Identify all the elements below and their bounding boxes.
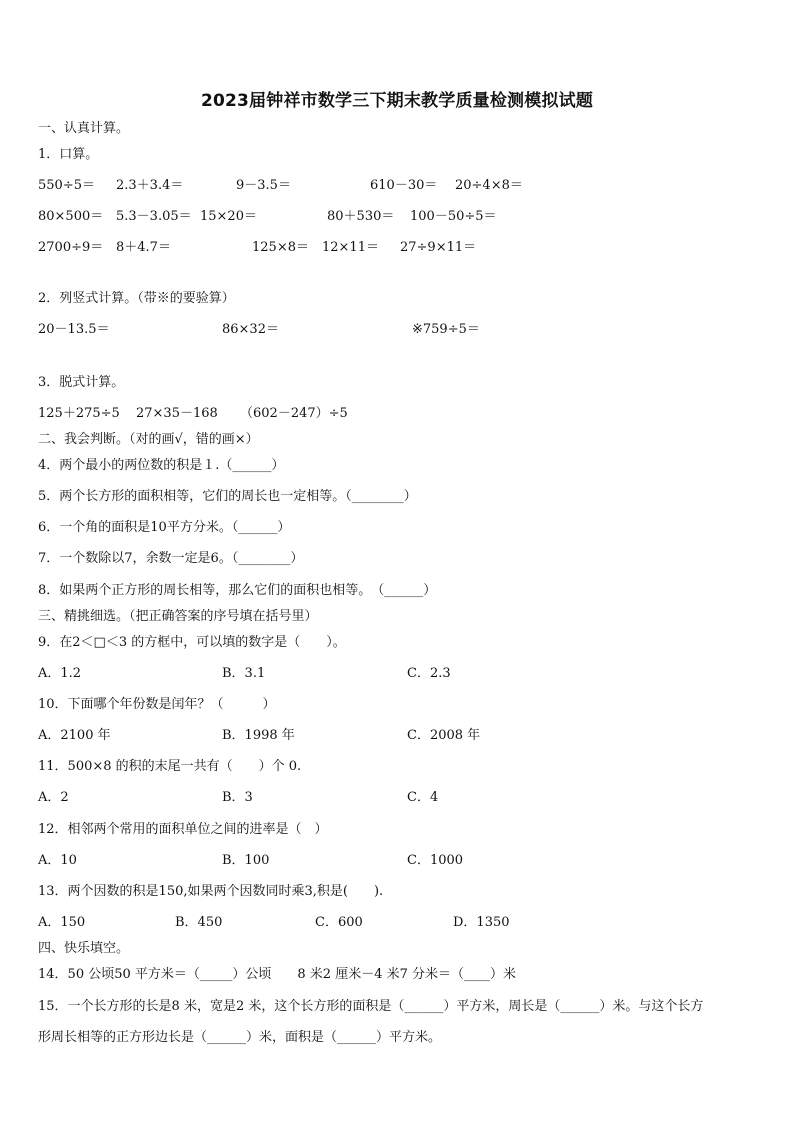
fill-question: 14．50 公顷50 平方米＝（_____）公顷 8 米2 厘米－4 米7 分米＝（____）米 [38, 967, 517, 982]
oral-calc-item: 80＋530＝ [327, 209, 395, 224]
vertical-calc-item: ※759÷5＝ [412, 322, 480, 337]
choice-question-stem: 12．相邻两个常用的面积单位之间的进率是（ ） [38, 822, 328, 837]
oral-calc-item: 9－3.5＝ [236, 178, 291, 193]
oral-calc-item: 12×11＝ [322, 240, 379, 255]
judge-item: 4．两个最小的两位数的积是１.（______） [38, 458, 285, 473]
choice-option: A．1.2 [38, 666, 82, 681]
choice-option: C．4 [407, 790, 439, 805]
oral-calc-item: 20÷4×8＝ [455, 178, 523, 193]
choice-question-stem: 9．在2＜□＜3 的方框中，可以填的数字是（ ）。 [38, 635, 346, 650]
choice-option: A．2 [38, 790, 69, 805]
choice-option: B．450 [175, 915, 223, 930]
stepwise-calc-item: 27×35－168 [136, 406, 218, 421]
judge-item: 7．一个数除以7，余数一定是6。（________） [38, 551, 304, 566]
oral-calc-item: 27÷9×11＝ [400, 240, 477, 255]
judge-item: 5．两个长方形的面积相等，它们的周长也一定相等。（________） [38, 489, 417, 504]
q3-label: 3．脱式计算。 [38, 375, 125, 390]
q1-label: 1．口算。 [38, 147, 99, 162]
choice-option: C．2008 年 [407, 728, 481, 743]
choice-option: C．600 [315, 915, 363, 930]
choice-question-stem: 13．两个因数的积是150,如果两个因数同时乘3,积是( ). [38, 884, 384, 899]
oral-calc-item: 80×500＝ [38, 209, 104, 224]
oral-calc-item: 550÷5＝ [38, 178, 95, 193]
vertical-calc-item: 86×32＝ [222, 322, 279, 337]
stepwise-calc-item: 125＋275÷5 [38, 406, 120, 421]
choice-option: A．2100 年 [38, 728, 111, 743]
oral-calc-item: 15×20＝ [200, 209, 257, 224]
choice-option: C．2.3 [407, 666, 451, 681]
section-2-heading: 二、我会判断。（对的画√，错的画×） [38, 432, 259, 447]
fill-question: 15．一个长方形的长是8 米，宽是2 米，这个长方形的面积是（______）平方米，周长是（______）米。与这个长方 [38, 999, 704, 1014]
choice-question-stem: 10．下面哪个年份数是闰年？（ ） [38, 697, 276, 712]
oral-calc-item: 2700÷9＝ [38, 240, 104, 255]
vertical-calc-item: 20－13.5＝ [38, 322, 110, 337]
oral-calc-item: 610－30＝ [370, 178, 438, 193]
choice-option: C．1000 [407, 853, 464, 868]
section-3-heading: 三、精挑细选。（把正确答案的序号填在括号里） [38, 609, 318, 624]
page-title: 2023届钟祥市数学三下期末教学质量检测模拟试题 [200, 91, 594, 111]
oral-calc-item: 100－50÷5＝ [410, 209, 497, 224]
choice-option: D．1350 [453, 915, 510, 930]
oral-calc-item: 5.3－3.05＝ [116, 209, 192, 224]
choice-question-stem: 11．500×8 的积的末尾一共有（ ）个 0. [38, 759, 302, 774]
choice-option: A．150 [38, 915, 86, 930]
fill-question-continued: 形周长相等的正方形边长是（______）米，面积是（______）平方米。 [38, 1030, 442, 1045]
judge-item: 8．如果两个正方形的周长相等，那么它们的面积也相等。 （______） [38, 583, 437, 598]
oral-calc-item: 8＋4.7＝ [116, 240, 171, 255]
q2-label: 2．列竖式计算。（带※的要验算） [38, 291, 235, 306]
choice-option: B．1998 年 [222, 728, 295, 743]
choice-option: B．3.1 [222, 666, 266, 681]
section-1-heading: 一、认真计算。 [38, 121, 130, 136]
judge-item: 6．一个角的面积是10平方分米。（______） [38, 520, 291, 535]
oral-calc-item: 2.3＋3.4＝ [116, 178, 184, 193]
choice-option: B．100 [222, 853, 270, 868]
choice-option: B．3 [222, 790, 253, 805]
stepwise-calc-item: （602－247）÷5 [240, 406, 348, 421]
choice-option: A．10 [38, 853, 77, 868]
section-4-heading: 四、快乐填空。 [38, 941, 130, 956]
oral-calc-item: 125×8＝ [252, 240, 309, 255]
